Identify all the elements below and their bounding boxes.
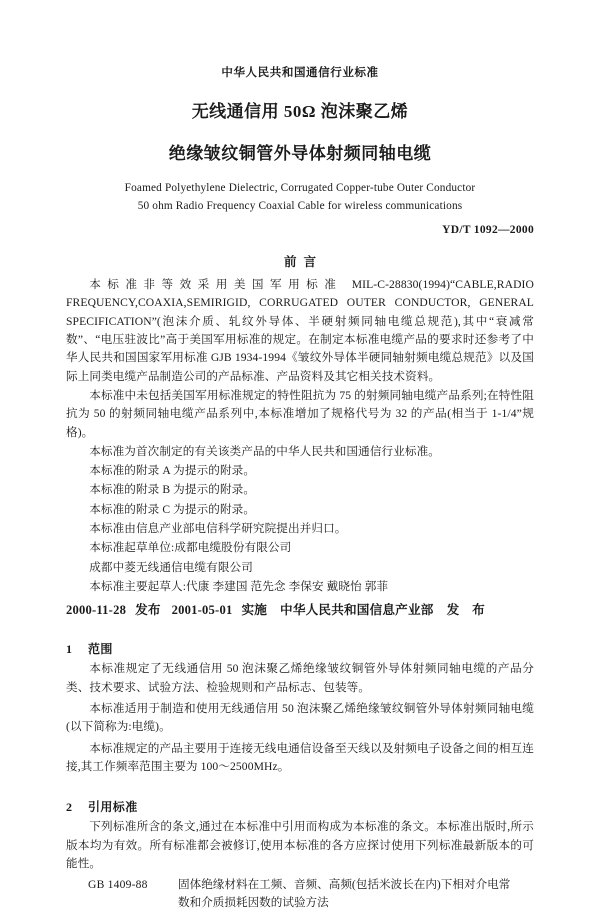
section-scope-paragraph-1: 本标准规定了无线通信用 50 泡沫聚乙烯绝缘皱纹铜管外导体射频同轴电缆的产品分类、技术要求、试验方法、检验规则和产品标志、包装等。 <box>66 662 534 694</box>
reference-description-line-1: 固体绝缘材料在工频、音频、高频(包括米波长在内)下相对介电常 <box>178 878 511 892</box>
reference-code: GB 1409-88 <box>88 878 148 892</box>
document-title-english <box>66 180 534 215</box>
issue-action-label: 发 布 <box>446 603 485 618</box>
effective-date: 2001-05-01 <box>171 603 233 618</box>
section-normative-references <box>66 798 534 913</box>
preface-paragraph-3: 本标准为首次制定的有关该类产品的中华人民共和国通信行业标准。 <box>89 444 441 458</box>
standard-number: YD/T 1092—2000 <box>442 224 534 236</box>
section-scope-heading <box>66 640 534 657</box>
section-scope-title: 范围 <box>88 642 113 657</box>
preface-appendix-b: 本标准的附录 B 为提示的附录。 <box>89 483 256 497</box>
preface-appendix-a: 本标准的附录 A 为提示的附录。 <box>89 464 256 478</box>
section-scope-paragraph-3: 本标准规定的产品主要用于连接无线电通信设备至天线以及射频电子设备之间的相互连接,其工作频率范围主要为 100～2500MHz。 <box>66 741 534 773</box>
issue-date: 2000-11-28 <box>66 603 127 618</box>
section-normative-references-number: 2 <box>66 800 73 815</box>
publication-line <box>66 599 534 618</box>
preface-paragraph-2: 本标准中未包括美国军用标准规定的特性阻抗为 75 的射频同轴电缆产品系列;在特性阻抗为 50 的射频同轴电缆产品系列中,本标准增加了规格代号为 32 的产品(相当于 1-1/4”规格)。 <box>66 388 534 439</box>
title-english-line-1: Foamed Polyethylene Dielectric, Corrugated Copper-tube Outer Conductor <box>124 182 476 194</box>
preface-appendix-c: 本标准的附录 C 为提示的附录。 <box>89 502 256 516</box>
reference-description <box>178 876 534 913</box>
preface-drafting-org-2: 成都中菱无线通信电缆有限公司 <box>89 560 253 574</box>
section-normative-references-paragraph-1: 下列标准所含的条文,通过在本标准中引用而构成为本标准的条文。本标准出版时,所示版本均为有效。所有标准都会被修订,使用本标准的各方应探讨使用下列标准最新版本的可能性。 <box>66 820 534 870</box>
section-normative-references-title: 引用标准 <box>88 800 138 815</box>
title-english-line-2: 50 ohm Radio Frequency Coaxial Cable for wireless communications <box>137 199 463 212</box>
section-scope <box>66 640 534 776</box>
standard-series-label: 中华人民共和国通信行业标准 <box>221 67 379 79</box>
document-title-line-2: 绝缘皱纹铜管外导体射频同轴电缆 <box>168 144 432 163</box>
document-title-line-1: 无线通信用 50Ω 泡沫聚乙烯 <box>191 102 409 121</box>
effective-label: 实施 <box>241 603 268 618</box>
document-content <box>66 0 534 913</box>
section-scope-paragraph-2: 本标准适用于制造和使用无线通信用 50 泡沫聚乙烯绝缘皱纹铜管外导体射频同轴电缆(以下简称为:电缆)。 <box>66 701 534 734</box>
preface-drafting-org-1: 本标准起草单位:成都电缆股份有限公司 <box>89 541 292 555</box>
preface-paragraph-1: 本标准非等效采用美国军用标准 MIL-C-28830(1994)“CABLE,RADIO FREQUENCY,COAXIA,SEMIRIGID, CORRUGATED OUTER CONDUCTOR, GENERAL SPECIFICATION”(泡沫介质、轧纹外导体、半硬射频同轴电缆总规范),其中“衰减常数”、“电压驻波比”高于美国军用标准的规定。在制定本标准电缆产品的要求时还参考了中华人民共和国国家军用标准 GJB 1934-1994《皱纹外导体半硬同轴射频电缆总规范》以及国际上同类电缆产品制造公司的产品标准、产品资料及其它相关技术资料。 <box>66 278 534 383</box>
reference-list-item <box>66 876 534 913</box>
section-normative-references-heading <box>66 798 534 815</box>
preface-proposed-by: 本标准由信息产业部电信科学研究院提出并归口。 <box>89 522 347 536</box>
preface-drafters: 本标准主要起草人:代康 李建国 范先念 李保安 戴晓怡 郭菲 <box>89 580 389 593</box>
issuing-authority: 中华人民共和国信息产业部 <box>280 603 434 618</box>
reference-description-line-2: 数和介质损耗因数的试验方法 <box>178 896 329 910</box>
section-scope-number: 1 <box>66 642 73 657</box>
issue-label: 发布 <box>135 603 161 618</box>
preface-heading: 前言 <box>283 255 323 269</box>
